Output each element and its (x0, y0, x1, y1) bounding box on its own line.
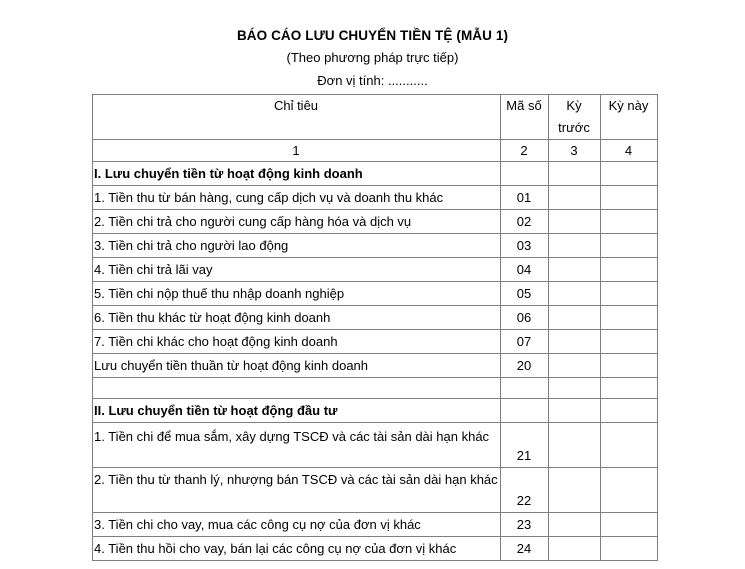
column-index-2: 2 (501, 140, 549, 162)
table-row (93, 282, 658, 306)
report-unit: Đơn vị tính: ........... (317, 73, 428, 88)
row-previous-value (549, 354, 601, 378)
header-current-period: Kỳ này (601, 95, 658, 140)
row-item-label: 3. Tiền chi cho vay, mua các công cụ nợ của đơn vị khác (93, 513, 501, 537)
row-code: 03 (501, 234, 549, 258)
row-previous-value (549, 378, 601, 399)
row-previous-value (549, 234, 601, 258)
row-previous-value (549, 282, 601, 306)
row-item-label: II. Lưu chuyển tiền từ hoạt động đầu tư (93, 399, 501, 423)
table-row (93, 354, 658, 378)
header-previous-period: Kỳ trước (549, 95, 601, 140)
row-code (501, 378, 549, 399)
column-index-4: 4 (601, 140, 658, 162)
row-current-value (601, 537, 658, 561)
row-current-value (601, 468, 658, 513)
row-item-label: 4. Tiền thu hồi cho vay, bán lại các công cụ nợ của đơn vị khác (93, 537, 501, 561)
row-previous-value (549, 330, 601, 354)
row-code: 07 (501, 330, 549, 354)
row-code (501, 162, 549, 186)
row-previous-value (549, 513, 601, 537)
table-row (93, 468, 658, 513)
row-previous-value (549, 186, 601, 210)
cash-flow-table (92, 94, 658, 561)
row-current-value (601, 378, 658, 399)
row-item-label: 1. Tiền thu từ bán hàng, cung cấp dịch vụ và doanh thu khác (93, 186, 501, 210)
row-code: 02 (501, 210, 549, 234)
table-row (93, 210, 658, 234)
table-row (93, 234, 658, 258)
row-current-value (601, 186, 658, 210)
row-previous-value (549, 306, 601, 330)
row-previous-value (549, 468, 601, 513)
row-code: 21 (501, 423, 549, 468)
row-current-value (601, 354, 658, 378)
row-item-label: 3. Tiền chi trả cho người lao động (93, 234, 501, 258)
row-item-label: Lưu chuyển tiền thuần từ hoạt động kinh doanh (93, 354, 501, 378)
table-row (93, 258, 658, 282)
row-current-value (601, 330, 658, 354)
header-code: Mã số (501, 95, 549, 140)
table-row (93, 330, 658, 354)
row-current-value (601, 399, 658, 423)
row-code: 05 (501, 282, 549, 306)
row-current-value (601, 282, 658, 306)
column-index-row (93, 140, 658, 162)
row-code: 20 (501, 354, 549, 378)
row-previous-value (549, 162, 601, 186)
table-row (93, 423, 658, 468)
row-code: 23 (501, 513, 549, 537)
row-item-label: 2. Tiền chi trả cho người cung cấp hàng hóa và dịch vụ (93, 210, 501, 234)
row-code (501, 399, 549, 423)
row-previous-value (549, 537, 601, 561)
row-item-label: 5. Tiền chi nộp thuế thu nhập doanh nghiệp (93, 282, 501, 306)
row-current-value (601, 423, 658, 468)
row-code: 04 (501, 258, 549, 282)
row-previous-value (549, 423, 601, 468)
row-previous-value (549, 258, 601, 282)
column-index-1: 1 (93, 140, 501, 162)
row-current-value (601, 306, 658, 330)
table-row (93, 513, 658, 537)
report-title: BÁO CÁO LƯU CHUYỂN TIỀN TỆ (MẪU 1) (236, 28, 509, 43)
column-index-3: 3 (549, 140, 601, 162)
section-row (93, 162, 658, 186)
row-code: 24 (501, 537, 549, 561)
row-current-value (601, 258, 658, 282)
row-item-label: 4. Tiền chi trả lãi vay (93, 258, 501, 282)
report-subtitle: (Theo phương pháp trực tiếp) (286, 50, 459, 65)
row-code: 06 (501, 306, 549, 330)
row-previous-value (549, 399, 601, 423)
row-item-label (93, 378, 501, 399)
table-row (93, 186, 658, 210)
row-current-value (601, 234, 658, 258)
row-item-label: 6. Tiền thu khác từ hoạt động kinh doanh (93, 306, 501, 330)
blank-row (93, 378, 658, 399)
row-current-value (601, 210, 658, 234)
row-item-label: 7. Tiền chi khác cho hoạt động kinh doanh (93, 330, 501, 354)
table-row (93, 537, 658, 561)
row-current-value (601, 513, 658, 537)
header-item: Chỉ tiêu (93, 95, 501, 140)
row-item-label: 2. Tiền thu từ thanh lý, nhượng bán TSCĐ và các tài sản dài hạn khác (93, 468, 501, 513)
table-row (93, 306, 658, 330)
row-current-value (601, 162, 658, 186)
row-code: 22 (501, 468, 549, 513)
table-header-row (93, 95, 658, 140)
row-item-label: 1. Tiền chi để mua sắm, xây dựng TSCĐ và các tài sản dài hạn khác (93, 423, 501, 468)
section-row (93, 399, 658, 423)
row-previous-value (549, 210, 601, 234)
row-code: 01 (501, 186, 549, 210)
row-item-label: I. Lưu chuyển tiền từ hoạt động kinh doanh (93, 162, 501, 186)
